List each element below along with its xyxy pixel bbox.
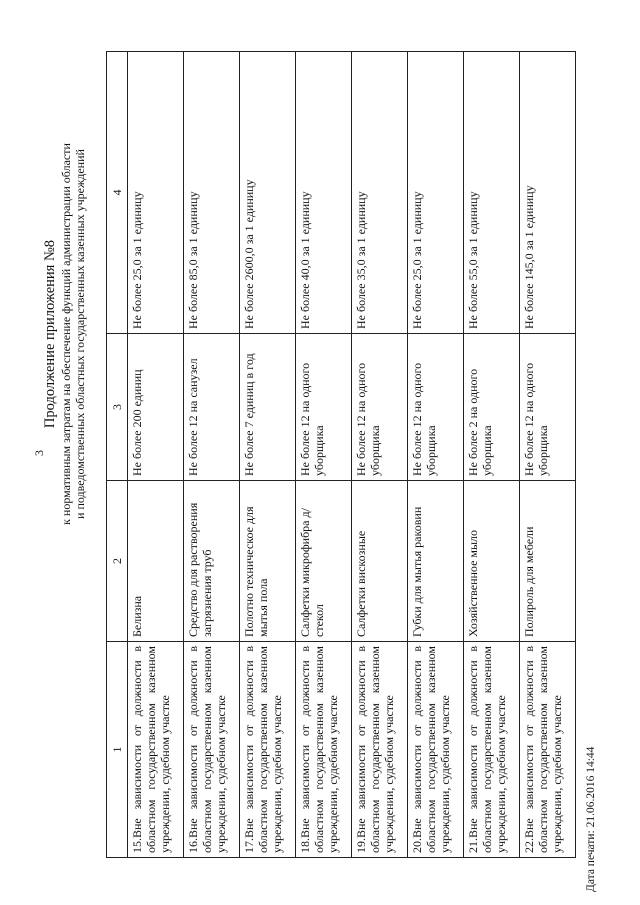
- print-date: Дата печати: 21.06.2016 14:44: [585, 746, 597, 892]
- table-row: [352, 52, 408, 858]
- item-cell: Салфетки микрофибра д/стекол: [296, 481, 352, 642]
- item-cell: Губки для мытья раковин: [408, 481, 464, 642]
- item-cell: Белизна: [128, 481, 184, 642]
- item-cell: Салфетки вискозные: [352, 481, 408, 642]
- table-header-row: [107, 52, 128, 858]
- quantity-cell: Не более 12 на одного уборщика: [520, 334, 576, 481]
- quantity-cell: Не более 7 единиц в год: [240, 334, 296, 481]
- item-cell: Хозяйственное мыло: [464, 481, 520, 642]
- page-number: 3: [32, 450, 46, 456]
- column-header: 2: [107, 481, 128, 642]
- price-cell: Не более 55,0 за 1 единицу: [464, 52, 520, 334]
- position-cell: 16.Вне зависимости от должности в областном государственном казенном учреждении, судебном участке: [184, 642, 240, 858]
- quantity-cell: Не более 12 на санузел: [184, 334, 240, 481]
- table-row: [240, 52, 296, 858]
- document-header: [42, 44, 87, 624]
- price-cell: Не более 85,0 за 1 единицу: [184, 52, 240, 334]
- price-cell: Не более 145,0 за 1 единицу: [520, 52, 576, 334]
- column-header: 3: [107, 334, 128, 481]
- quantity-cell: Не более 200 единиц: [128, 334, 184, 481]
- appendix-title: Продолжение приложения №8: [42, 239, 58, 429]
- item-cell: Полироль для мебели: [520, 481, 576, 642]
- table-row: [184, 52, 240, 858]
- position-cell: 20.Вне зависимости от должности в областном государственном казенном учреждении, судебном участке: [408, 642, 464, 858]
- position-cell: 18.Вне зависимости от должности в областном государственном казенном учреждении, судебном участке: [296, 642, 352, 858]
- position-cell: 22.Вне зависимости от должности в областном государственном казенном учреждении, судебном участке: [520, 642, 576, 858]
- quantity-cell: Не более 2 на одного уборщика: [464, 334, 520, 481]
- price-cell: Не более 40,0 за 1 единицу: [296, 52, 352, 334]
- price-cell: Не более 35,0 за 1 единицу: [352, 52, 408, 334]
- quantity-cell: Не более 12 на одного уборщика: [296, 334, 352, 481]
- column-header: 4: [107, 52, 128, 334]
- column-header: 1: [107, 642, 128, 858]
- position-cell: 17.Вне зависимости от должности в областном государственном казенном учреждении, судебном участке: [240, 642, 296, 858]
- price-cell: Не более 25,0 за 1 единицу: [408, 52, 464, 334]
- appendix-subtitle-line1: к нормативным затратам на обеспечение функций администрации области: [59, 143, 73, 525]
- position-cell: 19.Вне зависимости от должности в областном государственном казенном учреждении, судебном участке: [352, 642, 408, 858]
- table-row: [296, 52, 352, 858]
- quantity-cell: Не более 12 на одного уборщика: [352, 334, 408, 481]
- price-cell: Не более 2600,0 за 1 единицу: [240, 52, 296, 334]
- table-row: [464, 52, 520, 858]
- item-cell: Полотно техническое для мытья пола: [240, 481, 296, 642]
- item-cell: Средство для растворения загрязнения труб: [184, 481, 240, 642]
- appendix-subtitle-line2: и подведомственных областных государственных казенных учреждений: [73, 149, 87, 519]
- table-row: [408, 52, 464, 858]
- position-cell: 15.Вне зависимости от должности в областном государственном казенном учреждении, судебном участке: [128, 642, 184, 858]
- price-cell: Не более 25,0 за 1 единицу: [128, 52, 184, 334]
- position-cell: 21.Вне зависимости от должности в областном государственном казенном учреждении, судебном участке: [464, 642, 520, 858]
- rotated-page: [6, 24, 606, 894]
- table-row: [520, 52, 576, 858]
- norms-table: [106, 51, 576, 858]
- quantity-cell: Не более 12 на одного уборщика: [408, 334, 464, 481]
- table-row: [128, 52, 184, 858]
